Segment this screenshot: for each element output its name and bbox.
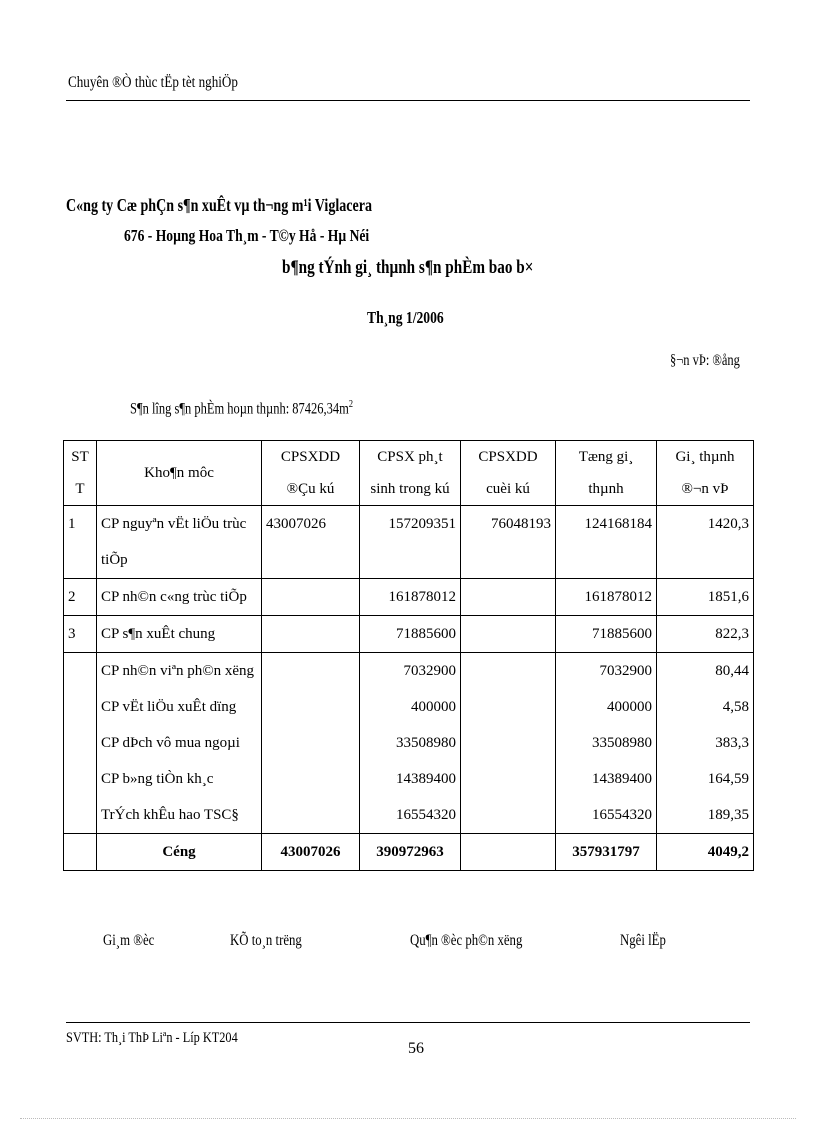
header-stt: ST T [64, 441, 97, 506]
row-total-cost: 161878012 [556, 579, 657, 616]
cost-table [63, 440, 754, 871]
row-total-cost: 124168184 [556, 506, 657, 579]
row-item: CP s¶n xuÊt chung [97, 616, 262, 653]
signature-workshop-manager: Qu¶n ®èc ph©n xëng [410, 932, 523, 949]
table-row-sub-items [64, 653, 754, 834]
sub-period-cost: 7032900 [403, 663, 456, 679]
sub-item-name: CP dÞch vô mua ngoµi [101, 735, 240, 751]
sub-period-cost: 33508980 [396, 735, 456, 751]
page-number: 56 [408, 1040, 424, 1057]
sub-item-name: TrÝch khÊu hao TSC§ [101, 807, 239, 823]
total-cost: 357931797 [556, 834, 657, 871]
total-period-cost: 390972963 [360, 834, 461, 871]
table-row [64, 506, 754, 579]
sub-unit-cost: 383,3 [715, 735, 749, 751]
sub-total-cost: 16554320 [592, 807, 652, 823]
sub-unit-cost: 80,44 [715, 663, 749, 679]
report-month: Th¸ng 1/2006 [367, 308, 444, 327]
currency-unit: §¬n vÞ: ®ång [670, 352, 740, 369]
row-stt: 2 [64, 579, 97, 616]
output-quantity-exponent: 2 [348, 398, 354, 410]
row-item: CP nh©n c«ng trùc tiÕp [97, 579, 262, 616]
row-stt: 1 [64, 506, 97, 579]
signature-chief-accountant: KÕ to¸n trëng [230, 932, 302, 949]
row-closing-wip: 76048193 [461, 506, 556, 579]
company-address: 676 - Hoµng Hoa Th¸m - T©y Hå - Hµ Néi [124, 226, 370, 245]
footer-rule [66, 1022, 750, 1023]
total-unit-cost: 4049,2 [657, 834, 754, 871]
header-closing-wip: CPSXDD cuèi kú [461, 441, 556, 506]
sub-total-costs [556, 653, 657, 834]
sub-unit-cost: 164,59 [707, 771, 749, 787]
sub-period-costs [360, 653, 461, 834]
sub-closing-wip-empty [461, 653, 556, 834]
row-closing-wip [461, 579, 556, 616]
page-edge [20, 1118, 796, 1119]
sub-total-cost: 400000 [607, 699, 652, 715]
sub-total-cost: 14389400 [592, 771, 652, 787]
row-unit-cost: 1420,3 [657, 506, 754, 579]
sub-unit-cost: 189,35 [707, 807, 749, 823]
header-rule [66, 100, 750, 101]
row-opening-wip: 43007026 [262, 506, 360, 579]
row-opening-wip [262, 579, 360, 616]
row-period-cost: 161878012 [360, 579, 461, 616]
table-row [64, 616, 754, 653]
table-total-row [64, 834, 754, 871]
output-quantity [130, 398, 353, 418]
header-unit-cost: Gi¸ thµnh ®¬n vÞ [657, 441, 754, 506]
row-total-cost: 71885600 [556, 616, 657, 653]
sub-period-cost: 14389400 [396, 771, 456, 787]
row-stt: 3 [64, 616, 97, 653]
row-item: CP nguyªn vËt liÖu trùc tiÕp [97, 506, 262, 579]
row-unit-cost: 1851,6 [657, 579, 754, 616]
company-name: C«ng ty Cæ phÇn s¶n xuÊt vµ th¬ng m¹i Viglacera [66, 195, 372, 215]
row-stt-empty [64, 653, 97, 834]
header-total-cost: Tæng gi¸ thµnh [556, 441, 657, 506]
footer-author: SVTH: Th¸i ThÞ Liªn - Líp KT204 [66, 1030, 238, 1046]
total-opening-wip: 43007026 [262, 834, 360, 871]
header-opening-wip: CPSXDD ®Çu kú [262, 441, 360, 506]
running-header: Chuyên ®Ò thùc tËp tèt nghiÖp [68, 74, 238, 91]
sub-unit-cost: 4,58 [722, 699, 749, 715]
sub-period-cost: 400000 [411, 699, 456, 715]
sub-opening-wip-empty [262, 653, 360, 834]
sub-period-cost: 16554320 [396, 807, 456, 823]
table-row [64, 579, 754, 616]
sub-item-name: CP vËt liÖu xuÊt dïng [101, 699, 237, 715]
sub-total-cost: 33508980 [592, 735, 652, 751]
sub-item-name: CP b»ng tiÒn kh¸c [101, 771, 214, 787]
row-period-cost: 71885600 [360, 616, 461, 653]
sub-item-name: CP nh©n viªn ph©n xëng [101, 663, 255, 679]
total-stt-empty [64, 834, 97, 871]
total-label: Céng [97, 834, 262, 871]
report-title: b¶ng tÝnh gi¸ thµnh s¶n phÈm bao b× [282, 257, 534, 278]
row-closing-wip [461, 616, 556, 653]
sub-unit-costs [657, 653, 754, 834]
table-header-row [64, 441, 754, 506]
row-opening-wip [262, 616, 360, 653]
total-closing-wip [461, 834, 556, 871]
output-quantity-label: S¶n lîng s¶n phÈm hoµn thµnh: 87426,34m [130, 400, 349, 418]
row-period-cost: 157209351 [360, 506, 461, 579]
sub-total-cost: 7032900 [599, 663, 652, 679]
signature-director: Gi¸m ®èc [103, 932, 155, 949]
sub-item-names [97, 653, 262, 834]
signature-preparer: Ngêi lËp [620, 932, 666, 949]
header-period-cost: CPSX ph¸t sinh trong kú [360, 441, 461, 506]
row-unit-cost: 822,3 [657, 616, 754, 653]
header-item: Kho¶n môc [97, 441, 262, 506]
